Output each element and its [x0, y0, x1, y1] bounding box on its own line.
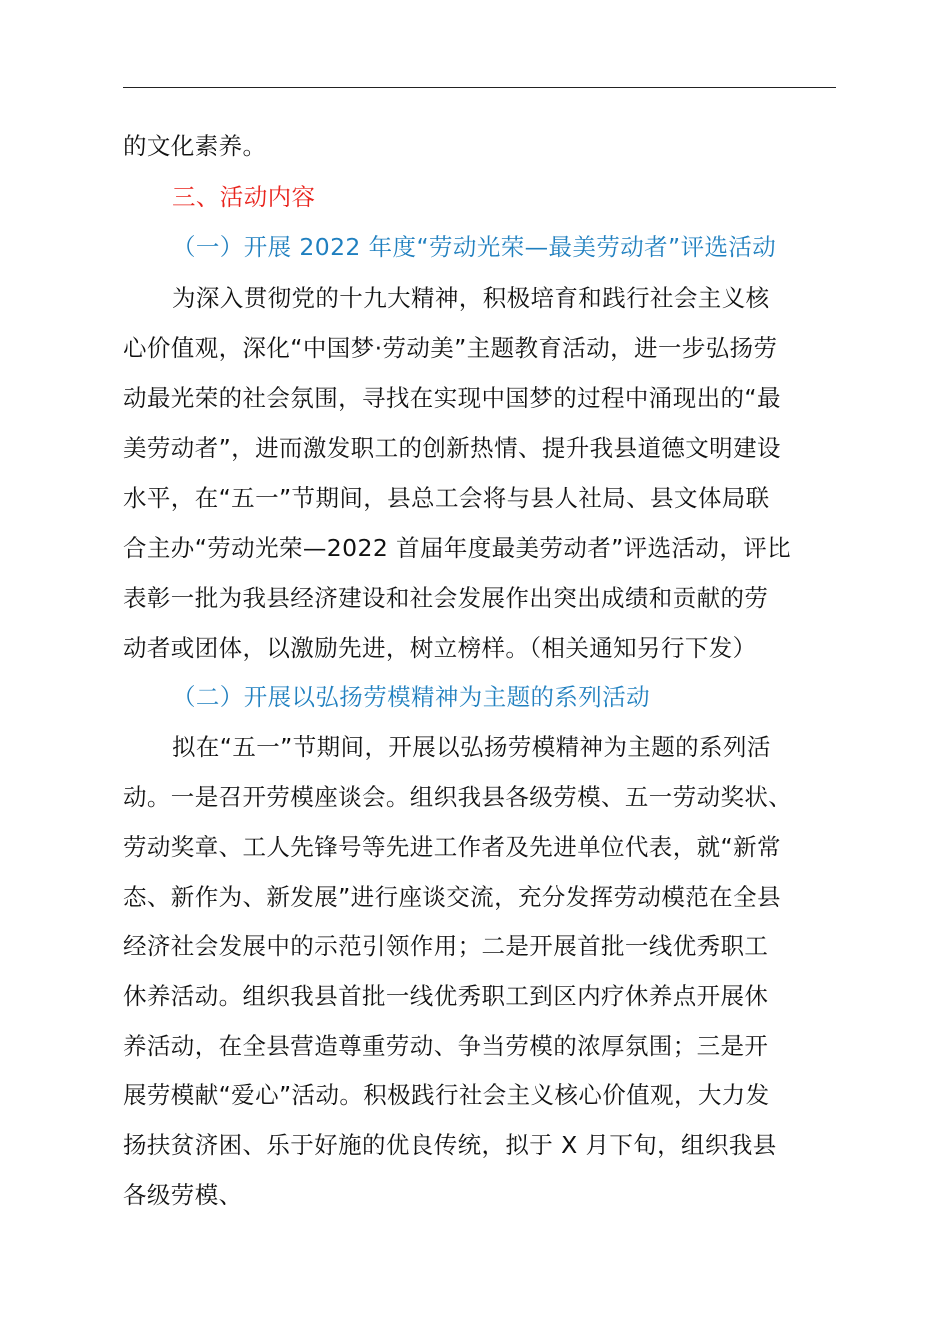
text-line: 为深入贯彻党的十九大精神，积极培育和践行社会主义核 — [172, 284, 770, 312]
text-line: 的文化素养。 — [123, 132, 267, 160]
text-line: 表彰一批为我县经济建设和社会发展作出突出成绩和贡献的劳 — [123, 584, 769, 612]
subsection-heading: （二）开展以弘扬劳模精神为主题的系列活动 — [172, 683, 650, 711]
subsection-heading: （一）开展 2022 年度“劳动光荣—最美劳动者”评选活动 — [172, 233, 777, 261]
text-line: 心价值观，深化“中国梦·劳动美”主题教育活动，进一步弘扬劳 — [123, 334, 778, 362]
text-line: 劳动奖章、工人先锋号等先进工作者及先进单位代表，就“新常 — [123, 833, 781, 861]
text-line: 休养活动。组织我县首批一线优秀职工到区内疗休养点开展休 — [123, 982, 769, 1010]
text-line: 合主办“劳动光荣—2022 首届年度最美劳动者”评选活动，评比 — [123, 534, 792, 562]
text-line: 展劳模献“爱心”活动。积极践行社会主义核心价值观，大力发 — [123, 1081, 770, 1109]
section-heading: 三、活动内容 — [172, 183, 316, 211]
text-line: 态、新作为、新发展”进行座谈交流，充分发挥劳动模范在全县 — [123, 883, 781, 911]
text-line: 美劳动者”，进而激发职工的创新热情、提升我县道德文明建设 — [123, 434, 781, 462]
text-line: 拟在“五一”节期间，开展以弘扬劳模精神为主题的系列活 — [172, 733, 771, 761]
text-line: 养活动，在全县营造尊重劳动、争当劳模的浓厚氛围；三是开 — [123, 1032, 769, 1060]
text-line: 各级劳模、 — [123, 1181, 243, 1209]
header-rule — [123, 87, 836, 88]
text-line: 经济社会发展中的示范引领作用；二是开展首批一线优秀职工 — [123, 932, 769, 960]
text-line: 动。一是召开劳模座谈会。组织我县各级劳模、五一劳动奖状、 — [123, 783, 793, 811]
text-line: 扬扶贫济困、乐于好施的优良传统，拟于 X 月下旬，组织我县 — [123, 1131, 777, 1159]
text-line: 水平，在“五一”节期间，县总工会将与县人社局、县文体局联 — [123, 484, 770, 512]
text-line: 动者或团体，以激励先进，树立榜样。（相关通知另行下发） — [123, 634, 757, 662]
text-line: 动最光荣的社会氛围，寻找在实现中国梦的过程中涌现出的“最 — [123, 384, 781, 412]
